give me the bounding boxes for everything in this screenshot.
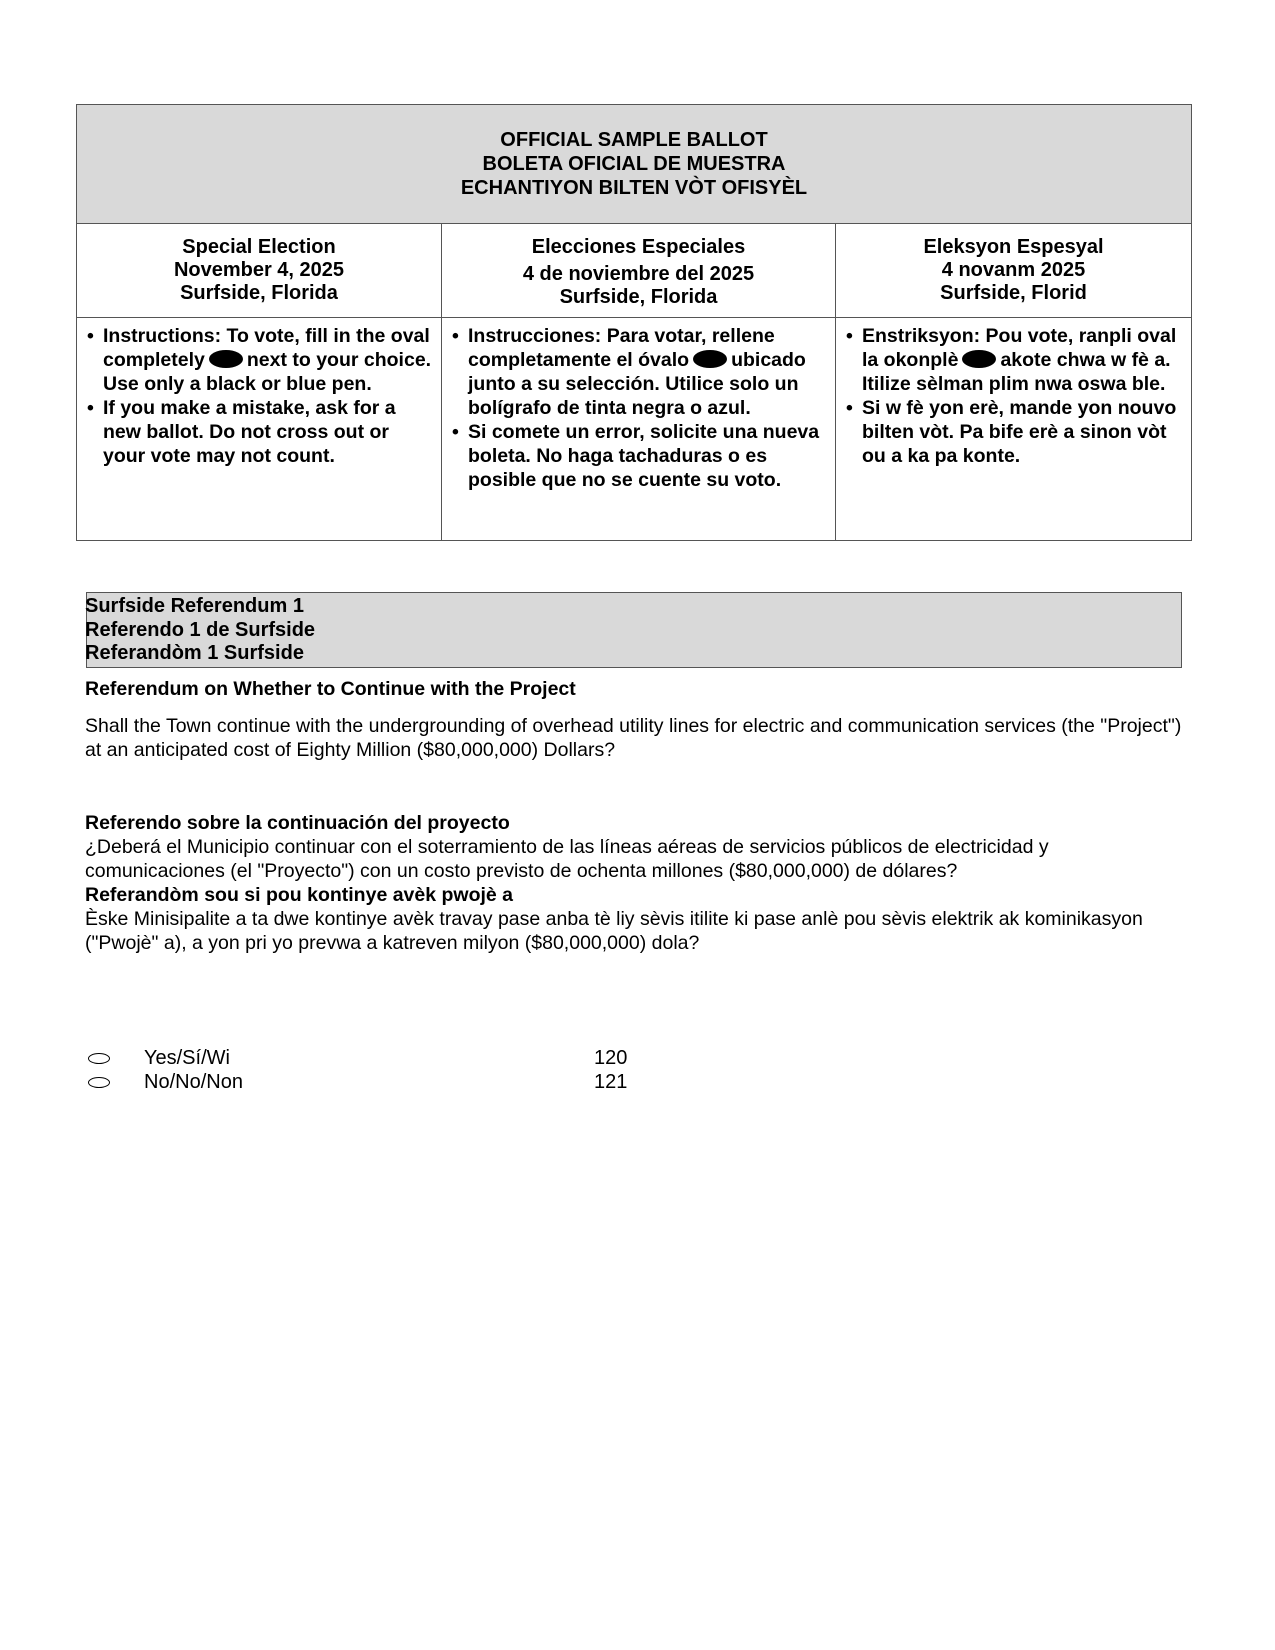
column-english: [76, 224, 442, 541]
referendum-title-box: [86, 592, 1182, 668]
column-spanish: [442, 224, 836, 541]
election-name: Eleksyon Espesyal: [923, 236, 1104, 258]
election-place: Surfside, Florida: [180, 282, 338, 304]
election-date: 4 de noviembre del 2025: [522, 263, 755, 285]
referendum-heading-english: Referendum on Whether to Continue with the Project: [85, 678, 576, 700]
title-english: OFFICIAL SAMPLE BALLOT: [500, 129, 768, 151]
choice-no[interactable]: [88, 1070, 627, 1094]
election-info: [77, 224, 441, 318]
election-info: [836, 224, 1191, 318]
filled-oval-icon: [693, 350, 727, 368]
referendum-title-spanish: Referendo 1 de Surfside: [85, 618, 316, 641]
instructions: [442, 318, 835, 540]
choice-yes[interactable]: [88, 1046, 627, 1070]
instructions: [836, 318, 1191, 540]
instruction-item: • Si w fè yon erè, mande yon nouvo bilten vòt. Pa bife erè a sinon vòt ou a ka pa konte.: [844, 396, 1183, 468]
choice-code: 120: [594, 1047, 628, 1069]
election-date: 4 novanm 2025: [941, 259, 1086, 281]
referendum-title-haitian: Referandòm 1 Surfside: [85, 642, 304, 664]
election-date: November 4, 2025: [173, 259, 345, 281]
title-haitian: ECHANTIYON BILTEN VÒT OFISYÈL: [460, 177, 808, 199]
election-place: Surfside, Florida: [559, 286, 718, 308]
referendum-heading-spanish: Referendo sobre la continuación del proyecto: [85, 812, 510, 834]
instructions: [77, 318, 441, 540]
election-name: Elecciones Especiales: [531, 236, 746, 258]
filled-oval-icon: [209, 350, 243, 368]
column-haitian: [836, 224, 1192, 541]
election-name: Special Election: [182, 236, 336, 258]
ballot-header: [76, 104, 1192, 224]
vote-oval-icon[interactable]: [88, 1053, 110, 1064]
choice-label: Yes/Sí/Wi: [144, 1047, 230, 1069]
instruction-item: • If you make a mistake, ask for a new ballot. Do not cross out or your vote may not count.: [85, 396, 433, 468]
vote-oval-icon[interactable]: [88, 1077, 110, 1088]
referendum-heading-haitian: Referandòm sou si pou kontinye avèk pwojè a: [85, 884, 514, 906]
referendum-title-english: Surfside Referendum 1: [85, 595, 304, 617]
choice-code: 121: [594, 1071, 628, 1093]
instruction-item: • Instructions: To vote, fill in the oval completely next to your choice. Use only a black or blue pen.: [85, 324, 433, 396]
election-place: Surfside, Florid: [940, 282, 1087, 304]
election-info: [442, 224, 835, 318]
filled-oval-icon: [962, 350, 996, 368]
instruction-columns: [76, 224, 1192, 541]
instruction-item: • Enstriksyon: Pou vote, ranpli oval la okonplè akote chwa w fè a. Itilize sèlman plim nwa oswa ble.: [844, 324, 1183, 396]
referendum-question-english: Shall the Town continue with the undergrounding of overhead utility lines for electric and communication services (the "Project") at an anticipated cost of Eighty Million ($80,000,000) Dollars?: [85, 715, 1182, 761]
title-spanish: BOLETA OFICIAL DE MUESTRA: [482, 153, 786, 175]
referendum-question-haitian: Èske Minisipalite a ta dwe kontinye avèk travay pase anba tè liy sèvis itilite ki pase anlè pou sèvis elektrik ak kominikasyon ("Pwojè" a), a yon pri yo prevwa a katreven milyon ($80,000,000) dola?: [85, 908, 1143, 954]
choice-label: No/No/Non: [144, 1071, 243, 1093]
instruction-item: • Si comete un error, solicite una nueva boleta. No haga tachaduras o es posible que no se cuente su voto.: [450, 420, 827, 492]
referendum-question-spanish: ¿Deberá el Municipio continuar con el soterramiento de las líneas aéreas de servicios públicos de electricidad y comunicaciones (el "Proyecto") con un costo previsto de ochenta millones ($80,000,000) de dólares?: [85, 836, 1049, 882]
instruction-item: • Instrucciones: Para votar, rellene completamente el óvalo ubicado junto a su selección. Utilice solo un bolígrafo de tinta negra o azul.: [450, 324, 827, 420]
